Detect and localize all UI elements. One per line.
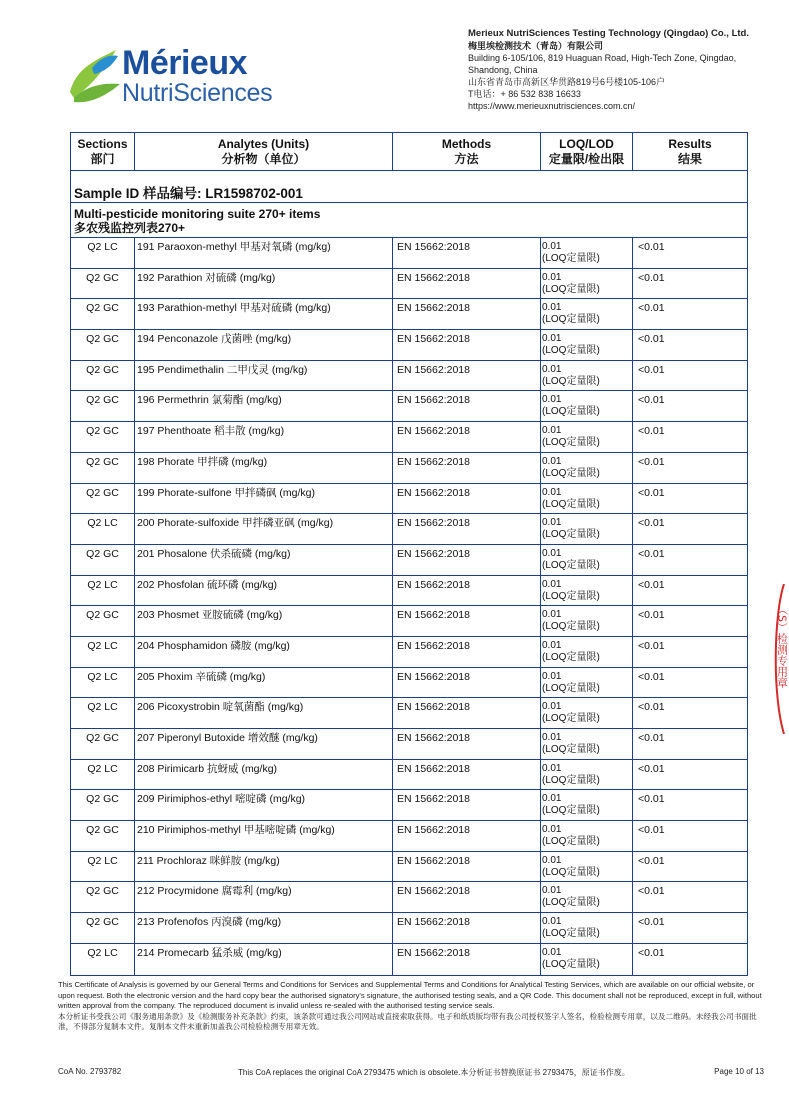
cell-analyte: 209 Pirimiphos-ethyl 嘧啶磷 (mg/kg) — [135, 790, 393, 820]
cell-result: <0.01 — [638, 486, 665, 499]
cell-analyte: 191 Paraoxon-methyl 甲基对氧磷 (mg/kg) — [135, 238, 393, 268]
cell-analyte: 200 Phorate-sulfoxide 甲拌磷亚砜 (mg/kg) — [135, 514, 393, 544]
cell-loq — [541, 391, 633, 421]
cell-method: EN 15662:2018 — [393, 514, 541, 544]
cell-analyte: 192 Parathion 对硫磷 (mg/kg) — [135, 269, 393, 299]
cell-method: EN 15662:2018 — [393, 698, 541, 728]
table-row — [71, 821, 747, 852]
table-row — [71, 299, 747, 330]
cell-method: EN 15662:2018 — [393, 944, 541, 975]
loq-value: 0.01 — [542, 517, 562, 529]
cell-section: Q2 GC — [71, 790, 135, 820]
cell-method: EN 15662:2018 — [393, 238, 541, 268]
cell-method: EN 15662:2018 — [393, 606, 541, 636]
table-row — [71, 790, 747, 821]
loq-note: (LOQ定量限) — [542, 467, 600, 479]
cell-method: EN 15662:2018 — [393, 637, 541, 667]
cell-method: EN 15662:2018 — [393, 453, 541, 483]
loq-value: 0.01 — [542, 793, 562, 805]
cell-section: Q2 GC — [71, 606, 135, 636]
header-results-en: Results — [668, 136, 712, 151]
footer-terms — [58, 980, 770, 1033]
cell-method: EN 15662:2018 — [393, 668, 541, 698]
loq-value: 0.01 — [542, 670, 562, 682]
cell-loq — [541, 668, 633, 698]
stamp-text: （S）检测专用章 — [775, 604, 789, 688]
table-row — [71, 330, 747, 361]
loq-note: (LOQ定量限) — [542, 836, 600, 848]
cell-analyte: 204 Phosphamidon 磷胺 (mg/kg) — [135, 637, 393, 667]
table-row — [71, 576, 747, 607]
header-loq-en: LOQ/LOD — [559, 136, 614, 151]
header-results — [633, 133, 747, 170]
cell-result: <0.01 — [638, 609, 665, 622]
loq-note: (LOQ定量限) — [542, 621, 600, 633]
loq-value: 0.01 — [542, 701, 562, 713]
table-row — [71, 545, 747, 576]
company-phone: T电话：+ 86 532 838 16633 — [468, 89, 581, 99]
header-loq-cn: 定量限/检出限 — [548, 151, 625, 166]
cell-section: Q2 GC — [71, 361, 135, 391]
cell-analyte: 197 Phenthoate 稻丰散 (mg/kg) — [135, 422, 393, 452]
suite-title-en: Multi-pesticide monitoring suite 270+ items — [74, 207, 321, 221]
table-row — [71, 606, 747, 637]
footer-terms-cn: 本分析证书受我公司《服务通用条款》及《检测服务补充条款》约束，该条款可通过我公司网站或直接索取获得。电子和纸质版均带有我公司授权签字人签名，检验检测专用章，以及二维码。未经我公司书面批准，不得部分复制本文件。复制本文件未重新加盖我公司检验检测专用章无效。 — [58, 1011, 757, 1032]
logo-text-merieux: Mérieux — [122, 44, 247, 82]
cell-result: <0.01 — [638, 670, 665, 683]
cell-section: Q2 GC — [71, 453, 135, 483]
loq-note: (LOQ定量限) — [542, 283, 600, 295]
sample-id-row: Sample ID 样品编号: LR1598702-001 — [71, 171, 747, 203]
coa-replaces-note: This CoA replaces the original CoA 2793475 which is obsolete.本分析证书替换原证书 2793475，原证书作废。 — [238, 1068, 630, 1077]
cell-analyte: 196 Permethrin 氯菊酯 (mg/kg) — [135, 391, 393, 421]
company-logo — [66, 42, 276, 112]
loq-value: 0.01 — [542, 425, 562, 437]
loq-value: 0.01 — [542, 455, 562, 467]
cell-result: <0.01 — [638, 885, 665, 898]
cell-analyte: 203 Phosmet 亚胺硫磷 (mg/kg) — [135, 606, 393, 636]
cell-loq — [541, 729, 633, 759]
header-analytes-en: Analytes (Units) — [217, 136, 310, 151]
loq-note: (LOQ定量限) — [542, 375, 600, 387]
cell-result: <0.01 — [638, 854, 665, 867]
cell-result: <0.01 — [638, 455, 665, 468]
loq-note: (LOQ定量限) — [542, 253, 600, 264]
company-address-line1: Building 6-105/106, 819 Huaguan Road, High-Tech Zone, Qingdao, — [468, 53, 737, 63]
cell-loq — [541, 882, 633, 912]
cell-section: Q2 LC — [71, 576, 135, 606]
table-header-row — [71, 133, 747, 171]
cell-method: EN 15662:2018 — [393, 545, 541, 575]
header-sections-cn: 部门 — [90, 151, 115, 166]
cell-section: Q2 GC — [71, 422, 135, 452]
cell-result: <0.01 — [638, 824, 665, 837]
table-row — [71, 882, 747, 913]
header-sections-en: Sections — [77, 136, 128, 151]
loq-note: (LOQ定量限) — [542, 559, 600, 571]
cell-result: <0.01 — [638, 363, 665, 376]
loq-note: (LOQ定量限) — [542, 651, 600, 663]
table-row — [71, 729, 747, 760]
cell-method: EN 15662:2018 — [393, 760, 541, 790]
cell-loq — [541, 852, 633, 882]
header-analytes — [135, 133, 393, 170]
cell-analyte: 193 Parathion-methyl 甲基对硫磷 (mg/kg) — [135, 299, 393, 329]
loq-value: 0.01 — [542, 639, 562, 651]
loq-value: 0.01 — [542, 824, 562, 836]
cell-analyte: 195 Pendimethalin 二甲戊灵 (mg/kg) — [135, 361, 393, 391]
cell-section: Q2 GC — [71, 913, 135, 943]
cell-result: <0.01 — [638, 732, 665, 744]
header-methods — [393, 133, 541, 170]
results-table — [70, 132, 748, 976]
header-loq — [541, 133, 633, 170]
table-row — [71, 361, 747, 392]
suite-title-cn: 多农残监控列表270+ — [74, 221, 186, 235]
cell-loq — [541, 422, 633, 452]
loq-note: (LOQ定量限) — [542, 928, 600, 940]
cell-method: EN 15662:2018 — [393, 852, 541, 882]
cell-method: EN 15662:2018 — [393, 790, 541, 820]
cell-section: Q2 LC — [71, 944, 135, 975]
cell-analyte: 198 Phorate 甲拌磷 (mg/kg) — [135, 453, 393, 483]
cell-analyte: 210 Pirimiphos-methyl 甲基嘧啶磷 (mg/kg) — [135, 821, 393, 851]
cell-loq — [541, 453, 633, 483]
company-name: Merieux NutriSciences Testing Technology (Qingdao) Co., Ltd. — [468, 28, 749, 39]
cell-method: EN 15662:2018 — [393, 269, 541, 299]
cell-method: EN 15662:2018 — [393, 299, 541, 329]
cell-section: Q2 GC — [71, 299, 135, 329]
loq-value: 0.01 — [542, 486, 562, 498]
cell-loq — [541, 269, 633, 299]
cell-analyte: 206 Picoxystrobin 啶氧菌酯 (mg/kg) — [135, 698, 393, 728]
cell-loq — [541, 944, 633, 975]
cell-result: <0.01 — [638, 394, 665, 407]
header-results-cn: 结果 — [677, 151, 702, 166]
table-row — [71, 668, 747, 699]
cell-loq — [541, 238, 633, 268]
header-methods-en: Methods — [441, 136, 492, 151]
company-website[interactable]: https://www.merieuxnutrisciences.com.cn/ — [468, 101, 636, 111]
cell-loq — [541, 514, 633, 544]
cell-loq — [541, 299, 633, 329]
cell-section: Q2 LC — [71, 698, 135, 728]
loq-note: (LOQ定量限) — [542, 866, 600, 878]
suite-row — [71, 203, 747, 238]
loq-value: 0.01 — [542, 547, 562, 559]
table-row — [71, 913, 747, 944]
cell-method: EN 15662:2018 — [393, 330, 541, 360]
cell-method: EN 15662:2018 — [393, 576, 541, 606]
cell-analyte: 202 Phosfolan 硫环磷 (mg/kg) — [135, 576, 393, 606]
cell-analyte: 214 Promecarb 猛杀威 (mg/kg) — [135, 944, 393, 975]
table-row — [71, 637, 747, 668]
company-name-cn: 梅里埃检测技术（青岛）有限公司 — [468, 41, 604, 51]
cell-result: <0.01 — [638, 425, 665, 438]
cell-method: EN 15662:2018 — [393, 882, 541, 912]
loq-note: (LOQ定量限) — [542, 958, 600, 970]
loq-value: 0.01 — [542, 394, 562, 406]
cell-section: Q2 GC — [71, 484, 135, 514]
loq-value: 0.01 — [542, 609, 562, 621]
loq-value: 0.01 — [542, 732, 562, 743]
cell-analyte: 201 Phosalone 伏杀硫磷 (mg/kg) — [135, 545, 393, 575]
cell-result: <0.01 — [638, 241, 665, 253]
cell-analyte: 211 Prochloraz 咪鲜胺 (mg/kg) — [135, 852, 393, 882]
loq-note: (LOQ定量限) — [542, 713, 600, 725]
loq-value: 0.01 — [542, 762, 562, 774]
cell-section: Q2 GC — [71, 545, 135, 575]
loq-note: (LOQ定量限) — [542, 345, 600, 357]
cell-section: Q2 LC — [71, 760, 135, 790]
loq-value: 0.01 — [542, 363, 562, 375]
testing-seal-stamp — [770, 584, 789, 734]
table-row — [71, 852, 747, 883]
cell-result: <0.01 — [638, 302, 665, 315]
table-row — [71, 453, 747, 484]
cell-section: Q2 LC — [71, 668, 135, 698]
loq-note: (LOQ定量限) — [542, 437, 600, 449]
cell-result: <0.01 — [638, 916, 665, 929]
company-address-line2: Shandong, China — [468, 65, 538, 75]
footer-bar — [58, 1067, 770, 1079]
cell-method: EN 15662:2018 — [393, 729, 541, 759]
cell-loq — [541, 760, 633, 790]
loq-note: (LOQ定量限) — [542, 406, 600, 418]
cell-method: EN 15662:2018 — [393, 821, 541, 851]
cell-loq — [541, 821, 633, 851]
table-row — [71, 944, 747, 975]
cell-loq — [541, 361, 633, 391]
cell-method: EN 15662:2018 — [393, 422, 541, 452]
leaf-logo-icon — [66, 48, 122, 108]
loq-value: 0.01 — [542, 333, 562, 345]
loq-value: 0.01 — [542, 241, 562, 252]
cell-section: Q2 LC — [71, 514, 135, 544]
header-analytes-cn: 分析物（单位） — [221, 151, 306, 166]
cell-method: EN 15662:2018 — [393, 484, 541, 514]
cell-method: EN 15662:2018 — [393, 361, 541, 391]
header-sections — [71, 133, 135, 170]
cell-analyte: 208 Pirimicarb 抗蚜威 (mg/kg) — [135, 760, 393, 790]
cell-section: Q2 GC — [71, 391, 135, 421]
loq-note: (LOQ定量限) — [542, 529, 600, 541]
cell-analyte: 207 Piperonyl Butoxide 增效醚 (mg/kg) — [135, 729, 393, 759]
loq-value: 0.01 — [542, 946, 562, 958]
cell-result: <0.01 — [638, 517, 665, 530]
header-methods-cn: 方法 — [454, 151, 479, 166]
cell-loq — [541, 913, 633, 943]
loq-note: (LOQ定量限) — [542, 805, 600, 817]
loq-value: 0.01 — [542, 885, 562, 897]
loq-value: 0.01 — [542, 916, 562, 928]
coa-number: CoA No. 2793782 — [58, 1067, 122, 1076]
loq-note: (LOQ定量限) — [542, 774, 600, 786]
loq-note: (LOQ定量限) — [542, 897, 600, 909]
cell-section: Q2 LC — [71, 637, 135, 667]
table-row — [71, 391, 747, 422]
cell-loq — [541, 606, 633, 636]
table-row — [71, 484, 747, 515]
table-row — [71, 698, 747, 729]
data-rows — [71, 238, 747, 975]
cell-loq — [541, 637, 633, 667]
cell-result: <0.01 — [638, 547, 665, 560]
cell-loq — [541, 330, 633, 360]
footer-terms-en: This Certificate of Analysis is governed by our General Terms and Conditions for Services and Supplemental Terms and Conditions for Analytical Testing Services, which are available on our official website, or upon request. Both the electronic version and the hard copy bear the authorised signatory's signature, the authorised testing seals, and a QR Code. This document shall not be reproduced, except in full, without written approval from the company. The reproduced document is invalid unless re-sealed with the authorised testing service seals. — [58, 980, 762, 1011]
cell-result: <0.01 — [638, 578, 665, 591]
table-row — [71, 238, 747, 269]
cell-result: <0.01 — [638, 793, 665, 806]
cell-result: <0.01 — [638, 762, 665, 775]
cell-section: Q2 GC — [71, 882, 135, 912]
cell-section: Q2 LC — [71, 238, 135, 268]
cell-analyte: 199 Phorate-sulfone 甲拌磷砜 (mg/kg) — [135, 484, 393, 514]
loq-note: (LOQ定量限) — [542, 314, 600, 326]
table-row — [71, 760, 747, 791]
page-number: Page 10 of 13 — [714, 1067, 764, 1076]
loq-value: 0.01 — [542, 302, 562, 314]
loq-note: (LOQ定量限) — [542, 590, 600, 602]
table-row — [71, 514, 747, 545]
cell-method: EN 15662:2018 — [393, 391, 541, 421]
loq-note: (LOQ定量限) — [542, 498, 600, 510]
cell-loq — [541, 484, 633, 514]
cell-section: Q2 GC — [71, 330, 135, 360]
cell-loq — [541, 576, 633, 606]
cell-analyte: 194 Penconazole 戊菌唑 (mg/kg) — [135, 330, 393, 360]
loq-value: 0.01 — [542, 854, 562, 866]
cell-loq — [541, 545, 633, 575]
cell-loq — [541, 698, 633, 728]
cell-result: <0.01 — [638, 701, 665, 714]
company-address-cn: 山东省青岛市高新区华贯路819号6号楼105-106户 — [468, 77, 666, 87]
company-info — [468, 28, 778, 112]
cell-loq — [541, 790, 633, 820]
table-row — [71, 422, 747, 453]
cell-section: Q2 GC — [71, 821, 135, 851]
table-row — [71, 269, 747, 300]
loq-note: (LOQ定量限) — [542, 682, 600, 694]
cell-analyte: 205 Phoxim 辛硫磷 (mg/kg) — [135, 668, 393, 698]
cell-result: <0.01 — [638, 946, 665, 959]
cell-result: <0.01 — [638, 271, 665, 284]
cell-section: Q2 GC — [71, 269, 135, 299]
cell-section: Q2 GC — [71, 729, 135, 759]
cell-method: EN 15662:2018 — [393, 913, 541, 943]
loq-note: (LOQ定量限) — [542, 744, 600, 755]
loq-value: 0.01 — [542, 578, 562, 590]
cell-section: Q2 LC — [71, 852, 135, 882]
cell-analyte: 213 Profenofos 丙溴磷 (mg/kg) — [135, 913, 393, 943]
cell-analyte: 212 Procymidone 腐霉利 (mg/kg) — [135, 882, 393, 912]
logo-text-nutrisciences: NutriSciences — [122, 79, 273, 107]
cell-result: <0.01 — [638, 639, 665, 652]
cell-result: <0.01 — [638, 333, 665, 346]
loq-value: 0.01 — [542, 271, 562, 283]
